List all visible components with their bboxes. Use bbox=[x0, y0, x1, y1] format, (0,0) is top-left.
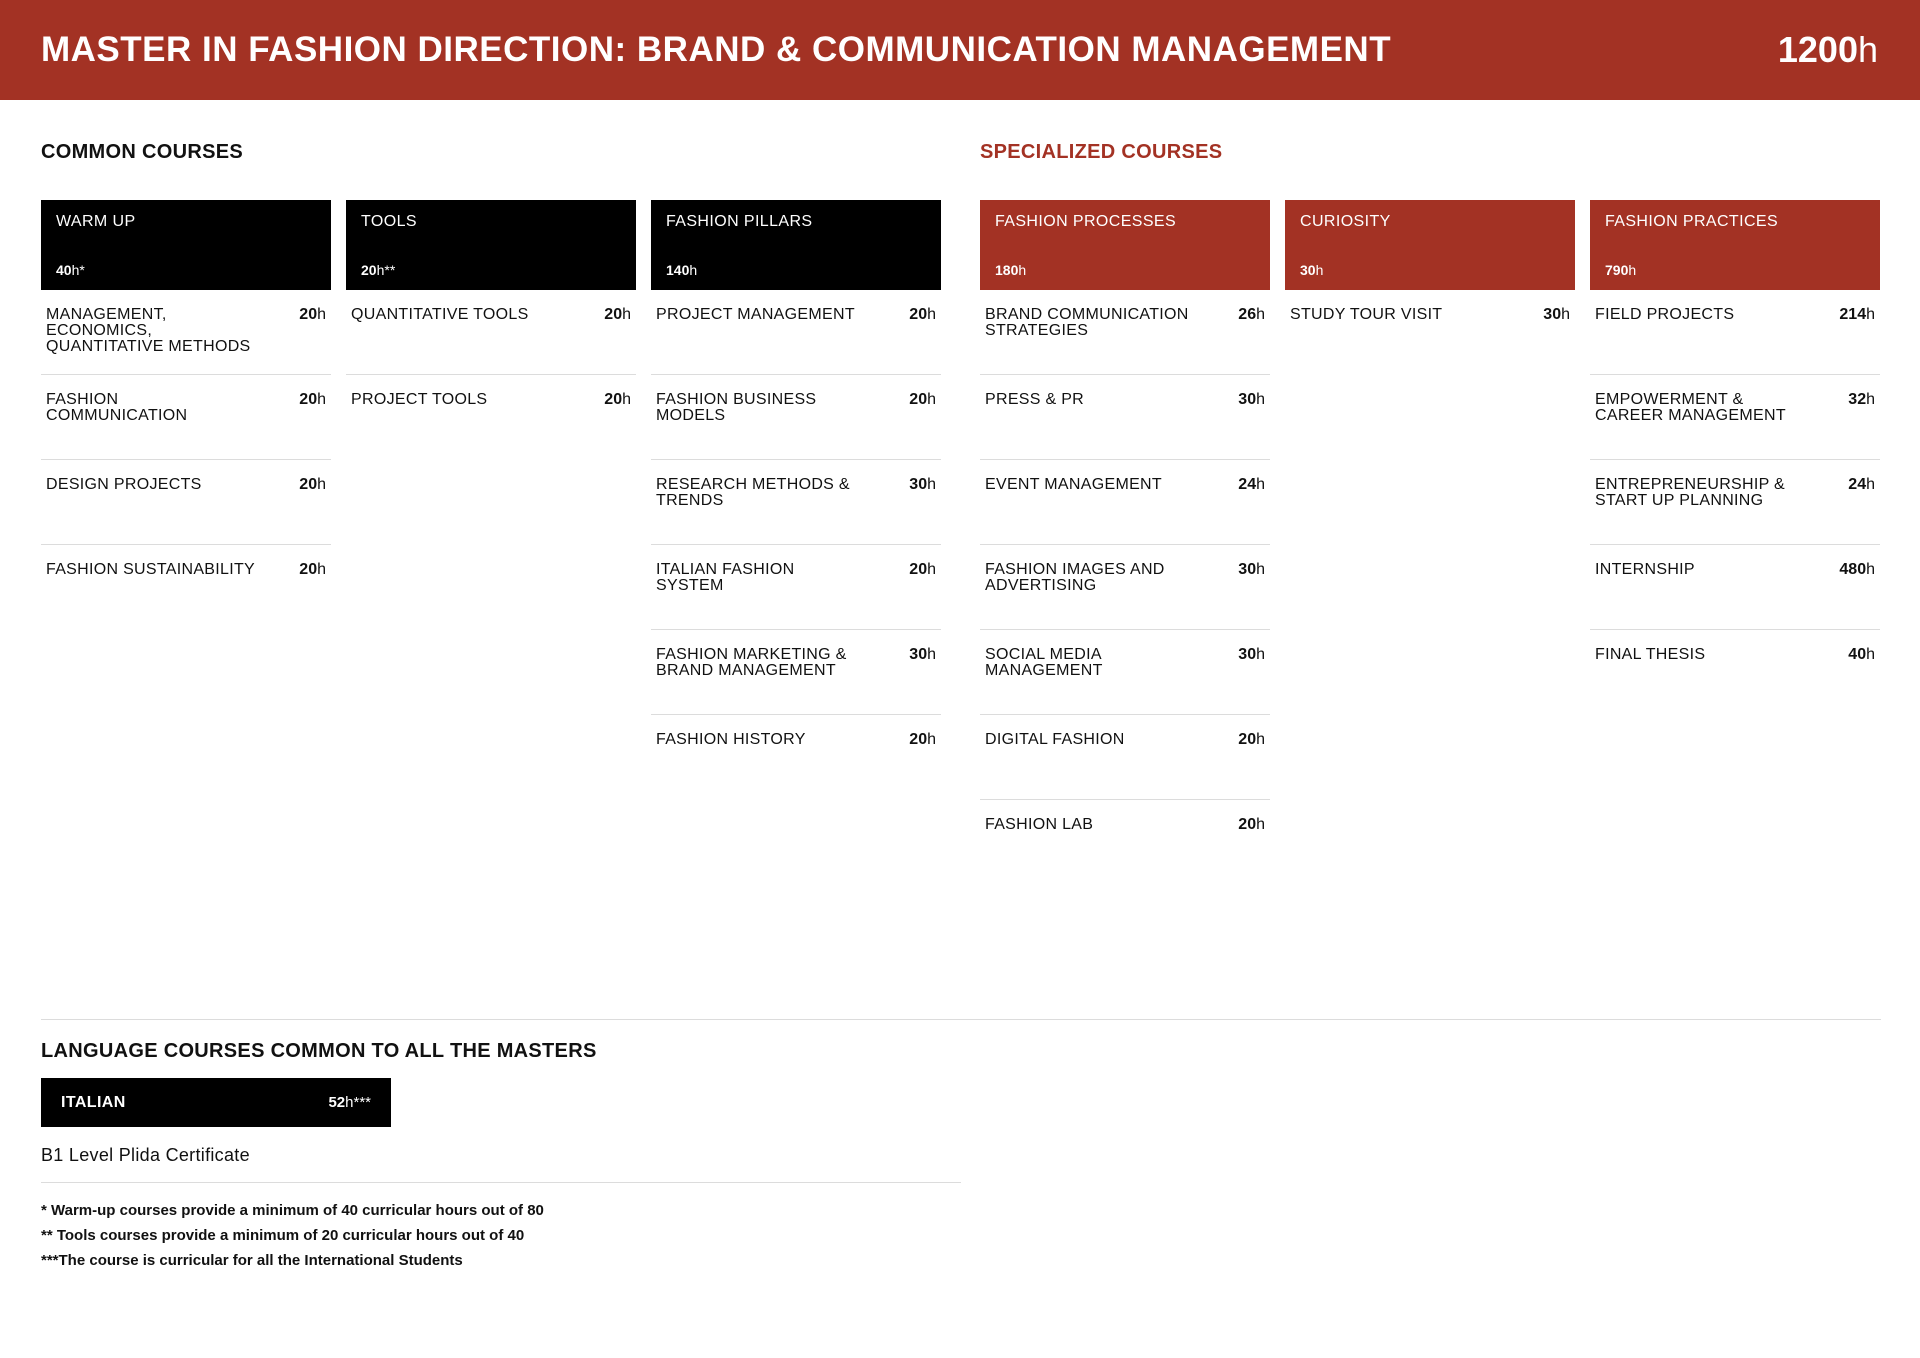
course-hours-unit: h bbox=[927, 476, 936, 493]
footnote: ***The course is curricular for all the International Students bbox=[41, 1252, 463, 1269]
specialized-courses-heading: SPECIALIZED COURSES bbox=[980, 141, 1223, 163]
course-row bbox=[346, 375, 636, 460]
course-row bbox=[980, 375, 1270, 460]
course-hours-value: 30 bbox=[1238, 391, 1257, 408]
column-hours-value: 790 bbox=[1605, 262, 1629, 278]
course-name: FASHION COMMUNICATION bbox=[46, 391, 188, 424]
course-name: FASHION LAB bbox=[985, 816, 1094, 833]
course-hours-unit: h bbox=[927, 731, 936, 748]
course-row bbox=[651, 375, 941, 460]
course-hours-unit: h bbox=[317, 306, 326, 323]
course-hours-value: 30 bbox=[909, 646, 928, 663]
column-hours-value: 140 bbox=[666, 262, 690, 278]
course-hours bbox=[1839, 307, 1875, 323]
course-name: PROJECT TOOLS bbox=[351, 391, 488, 408]
course-list bbox=[41, 290, 331, 630]
footnote: * Warm-up courses provide a minimum of 40 curricular hours out of 80 bbox=[41, 1202, 544, 1219]
course-hours-value: 20 bbox=[909, 306, 928, 323]
course-name: FIELD PROJECTS bbox=[1595, 306, 1735, 323]
course-row bbox=[651, 290, 941, 375]
course-hours-value: 30 bbox=[1238, 646, 1257, 663]
course-hours-value: 480 bbox=[1839, 561, 1867, 578]
course-hours bbox=[1238, 732, 1265, 748]
course-hours-unit: h bbox=[1256, 816, 1265, 833]
course-name: ENTREPRENEURSHIP & START UP PLANNING bbox=[1595, 476, 1786, 509]
course-column bbox=[1285, 200, 1575, 375]
course-row bbox=[651, 630, 941, 715]
course-hours-unit: h bbox=[1866, 646, 1875, 663]
course-name: EMPOWERMENT & CAREER MANAGEMENT bbox=[1595, 391, 1786, 424]
course-name: SOCIAL MEDIA MANAGEMENT bbox=[985, 646, 1103, 679]
course-hours-unit: h bbox=[622, 391, 631, 408]
course-row bbox=[346, 290, 636, 375]
course-list bbox=[1590, 290, 1880, 715]
course-list bbox=[651, 290, 941, 800]
column-title: CURIOSITY bbox=[1300, 213, 1391, 230]
column-header bbox=[41, 200, 331, 290]
total-hours-value: 1200 bbox=[1777, 29, 1858, 70]
course-row bbox=[1590, 290, 1880, 375]
column-hours bbox=[1605, 262, 1636, 278]
course-hours bbox=[604, 307, 631, 323]
course-row bbox=[651, 545, 941, 630]
course-hours-value: 20 bbox=[299, 476, 318, 493]
course-hours-unit: h bbox=[1561, 306, 1570, 323]
course-row bbox=[1590, 375, 1880, 460]
course-hours bbox=[299, 477, 326, 493]
course-hours-value: 20 bbox=[604, 306, 623, 323]
course-name: FASHION SUSTAINABILITY bbox=[46, 561, 256, 578]
course-hours bbox=[1848, 392, 1875, 408]
course-name: DESIGN PROJECTS bbox=[46, 476, 202, 493]
column-header bbox=[980, 200, 1270, 290]
course-hours-value: 20 bbox=[909, 731, 928, 748]
language-courses-heading: LANGUAGE COURSES COMMON TO ALL THE MASTERS bbox=[41, 1040, 597, 1062]
course-hours-value: 30 bbox=[909, 476, 928, 493]
course-row bbox=[1590, 460, 1880, 545]
column-hours-suffix: h** bbox=[376, 262, 396, 278]
course-name: FASHION BUSINESS MODELS bbox=[656, 391, 817, 424]
course-hours-unit: h bbox=[622, 306, 631, 323]
course-hours bbox=[1238, 647, 1265, 663]
course-hours-unit: h bbox=[927, 306, 936, 323]
course-column bbox=[980, 200, 1270, 885]
course-hours-value: 20 bbox=[909, 561, 928, 578]
course-hours-value: 20 bbox=[299, 561, 318, 578]
course-name: PRESS & PR bbox=[985, 391, 1085, 408]
course-row bbox=[41, 545, 331, 630]
course-name: FASHION HISTORY bbox=[656, 731, 806, 748]
language-course-name: ITALIAN bbox=[61, 1093, 126, 1111]
course-hours-unit: h bbox=[1866, 561, 1875, 578]
course-hours-unit: h bbox=[1256, 391, 1265, 408]
course-row bbox=[980, 460, 1270, 545]
course-hours-unit: h bbox=[1256, 306, 1265, 323]
course-row bbox=[980, 545, 1270, 630]
column-header bbox=[1590, 200, 1880, 290]
column-hours-value: 180 bbox=[995, 262, 1019, 278]
column-title: WARM UP bbox=[56, 213, 136, 230]
course-row bbox=[980, 800, 1270, 885]
column-hours-value: 30 bbox=[1300, 262, 1316, 278]
course-row bbox=[41, 460, 331, 545]
column-header bbox=[1285, 200, 1575, 290]
course-hours bbox=[909, 732, 936, 748]
course-hours-value: 30 bbox=[1238, 561, 1257, 578]
course-hours bbox=[299, 307, 326, 323]
course-hours bbox=[299, 562, 326, 578]
column-hours-suffix: h* bbox=[71, 262, 85, 278]
column-hours-suffix: h bbox=[1018, 262, 1027, 278]
course-hours bbox=[604, 392, 631, 408]
course-hours-unit: h bbox=[1866, 391, 1875, 408]
course-hours-value: 20 bbox=[1238, 816, 1257, 833]
course-hours-unit: h bbox=[1256, 476, 1265, 493]
course-hours-value: 26 bbox=[1238, 306, 1257, 323]
course-hours bbox=[1238, 307, 1265, 323]
column-hours-suffix: h bbox=[1315, 262, 1324, 278]
course-row bbox=[980, 630, 1270, 715]
page-header bbox=[0, 0, 1920, 100]
common-courses-heading: COMMON COURSES bbox=[41, 141, 243, 163]
course-hours-unit: h bbox=[317, 391, 326, 408]
course-hours-unit: h bbox=[1866, 476, 1875, 493]
column-hours-suffix: h bbox=[1628, 262, 1637, 278]
course-hours-value: 40 bbox=[1848, 646, 1867, 663]
course-hours-value: 20 bbox=[604, 391, 623, 408]
column-title: FASHION PRACTICES bbox=[1605, 213, 1779, 230]
course-row bbox=[651, 715, 941, 800]
column-title: FASHION PROCESSES bbox=[995, 213, 1177, 230]
course-name: INTERNSHIP bbox=[1595, 561, 1695, 578]
course-name: FINAL THESIS bbox=[1595, 646, 1706, 663]
course-hours-unit: h bbox=[317, 561, 326, 578]
course-name: DIGITAL FASHION bbox=[985, 731, 1125, 748]
language-course-hours bbox=[328, 1094, 371, 1111]
column-hours bbox=[361, 262, 395, 278]
column-header bbox=[651, 200, 941, 290]
column-hours-suffix: h bbox=[689, 262, 698, 278]
course-hours-value: 214 bbox=[1839, 306, 1867, 323]
course-row bbox=[41, 375, 331, 460]
course-hours-unit: h bbox=[317, 476, 326, 493]
course-list bbox=[980, 290, 1270, 885]
course-name: MANAGEMENT, ECONOMICS, QUANTITATIVE METHODS bbox=[46, 306, 251, 355]
course-column bbox=[1590, 200, 1880, 715]
course-hours-value: 20 bbox=[909, 391, 928, 408]
course-name: FASHION IMAGES AND ADVERTISING bbox=[985, 561, 1165, 594]
footnotes bbox=[41, 1198, 544, 1273]
column-hours-value: 20 bbox=[361, 262, 377, 278]
course-hours-value: 32 bbox=[1848, 391, 1867, 408]
total-hours-unit: h bbox=[1857, 29, 1878, 70]
language-hours-suffix: h*** bbox=[345, 1094, 371, 1111]
total-hours bbox=[1778, 29, 1878, 71]
course-hours-unit: h bbox=[1866, 306, 1875, 323]
course-name: BRAND COMMUNICATION STRATEGIES bbox=[985, 306, 1189, 339]
certificate-text: B1 Level Plida Certificate bbox=[41, 1145, 250, 1165]
language-course-italian bbox=[41, 1078, 391, 1127]
course-hours-unit: h bbox=[927, 561, 936, 578]
course-hours bbox=[909, 562, 936, 578]
column-hours bbox=[1300, 262, 1323, 278]
course-hours bbox=[1238, 817, 1265, 833]
course-row bbox=[980, 290, 1270, 375]
course-hours bbox=[1238, 562, 1265, 578]
course-hours bbox=[909, 307, 936, 323]
course-hours bbox=[909, 647, 936, 663]
course-hours bbox=[1543, 307, 1570, 323]
course-hours-unit: h bbox=[927, 391, 936, 408]
course-hours-value: 20 bbox=[299, 306, 318, 323]
course-hours-unit: h bbox=[927, 646, 936, 663]
course-name: QUANTITATIVE TOOLS bbox=[351, 306, 529, 323]
course-row bbox=[1285, 290, 1575, 375]
course-column bbox=[651, 200, 941, 800]
course-name: FASHION MARKETING & BRAND MANAGEMENT bbox=[656, 646, 847, 679]
page-title: MASTER IN FASHION DIRECTION: BRAND & COMMUNICATION MANAGEMENT bbox=[41, 30, 1392, 69]
course-column bbox=[41, 200, 331, 630]
course-hours-unit: h bbox=[1256, 561, 1265, 578]
column-title: TOOLS bbox=[361, 213, 417, 230]
course-hours bbox=[1848, 477, 1875, 493]
course-row bbox=[1590, 545, 1880, 630]
column-hours bbox=[56, 262, 85, 278]
course-name: PROJECT MANAGEMENT bbox=[656, 306, 855, 323]
course-name: EVENT MANAGEMENT bbox=[985, 476, 1162, 493]
course-row bbox=[1590, 630, 1880, 715]
course-row bbox=[41, 290, 331, 375]
course-column bbox=[346, 200, 636, 460]
course-list bbox=[1285, 290, 1575, 375]
course-hours-value: 24 bbox=[1238, 476, 1257, 493]
course-hours bbox=[1848, 647, 1875, 663]
course-hours-unit: h bbox=[1256, 646, 1265, 663]
course-hours bbox=[909, 392, 936, 408]
course-hours bbox=[1238, 392, 1265, 408]
column-hours bbox=[666, 262, 697, 278]
course-hours-value: 20 bbox=[299, 391, 318, 408]
course-hours-value: 24 bbox=[1848, 476, 1867, 493]
language-hours-value: 52 bbox=[328, 1094, 346, 1111]
notes-divider bbox=[41, 1182, 961, 1183]
course-list bbox=[346, 290, 636, 460]
course-hours bbox=[1839, 562, 1875, 578]
course-hours-unit: h bbox=[1256, 731, 1265, 748]
course-hours bbox=[909, 477, 936, 493]
section-divider bbox=[41, 1019, 1881, 1020]
course-name: RESEARCH METHODS & TRENDS bbox=[656, 476, 850, 509]
column-hours-value: 40 bbox=[56, 262, 72, 278]
column-title: FASHION PILLARS bbox=[666, 213, 813, 230]
footnote: ** Tools courses provide a minimum of 20 curricular hours out of 40 bbox=[41, 1227, 525, 1244]
course-hours-value: 30 bbox=[1543, 306, 1562, 323]
column-hours bbox=[995, 262, 1026, 278]
column-header bbox=[346, 200, 636, 290]
course-row bbox=[651, 460, 941, 545]
course-hours bbox=[1238, 477, 1265, 493]
course-name: ITALIAN FASHION SYSTEM bbox=[656, 561, 795, 594]
course-row bbox=[980, 715, 1270, 800]
course-hours-value: 20 bbox=[1238, 731, 1257, 748]
course-hours bbox=[299, 392, 326, 408]
course-name: STUDY TOUR VISIT bbox=[1290, 306, 1443, 323]
